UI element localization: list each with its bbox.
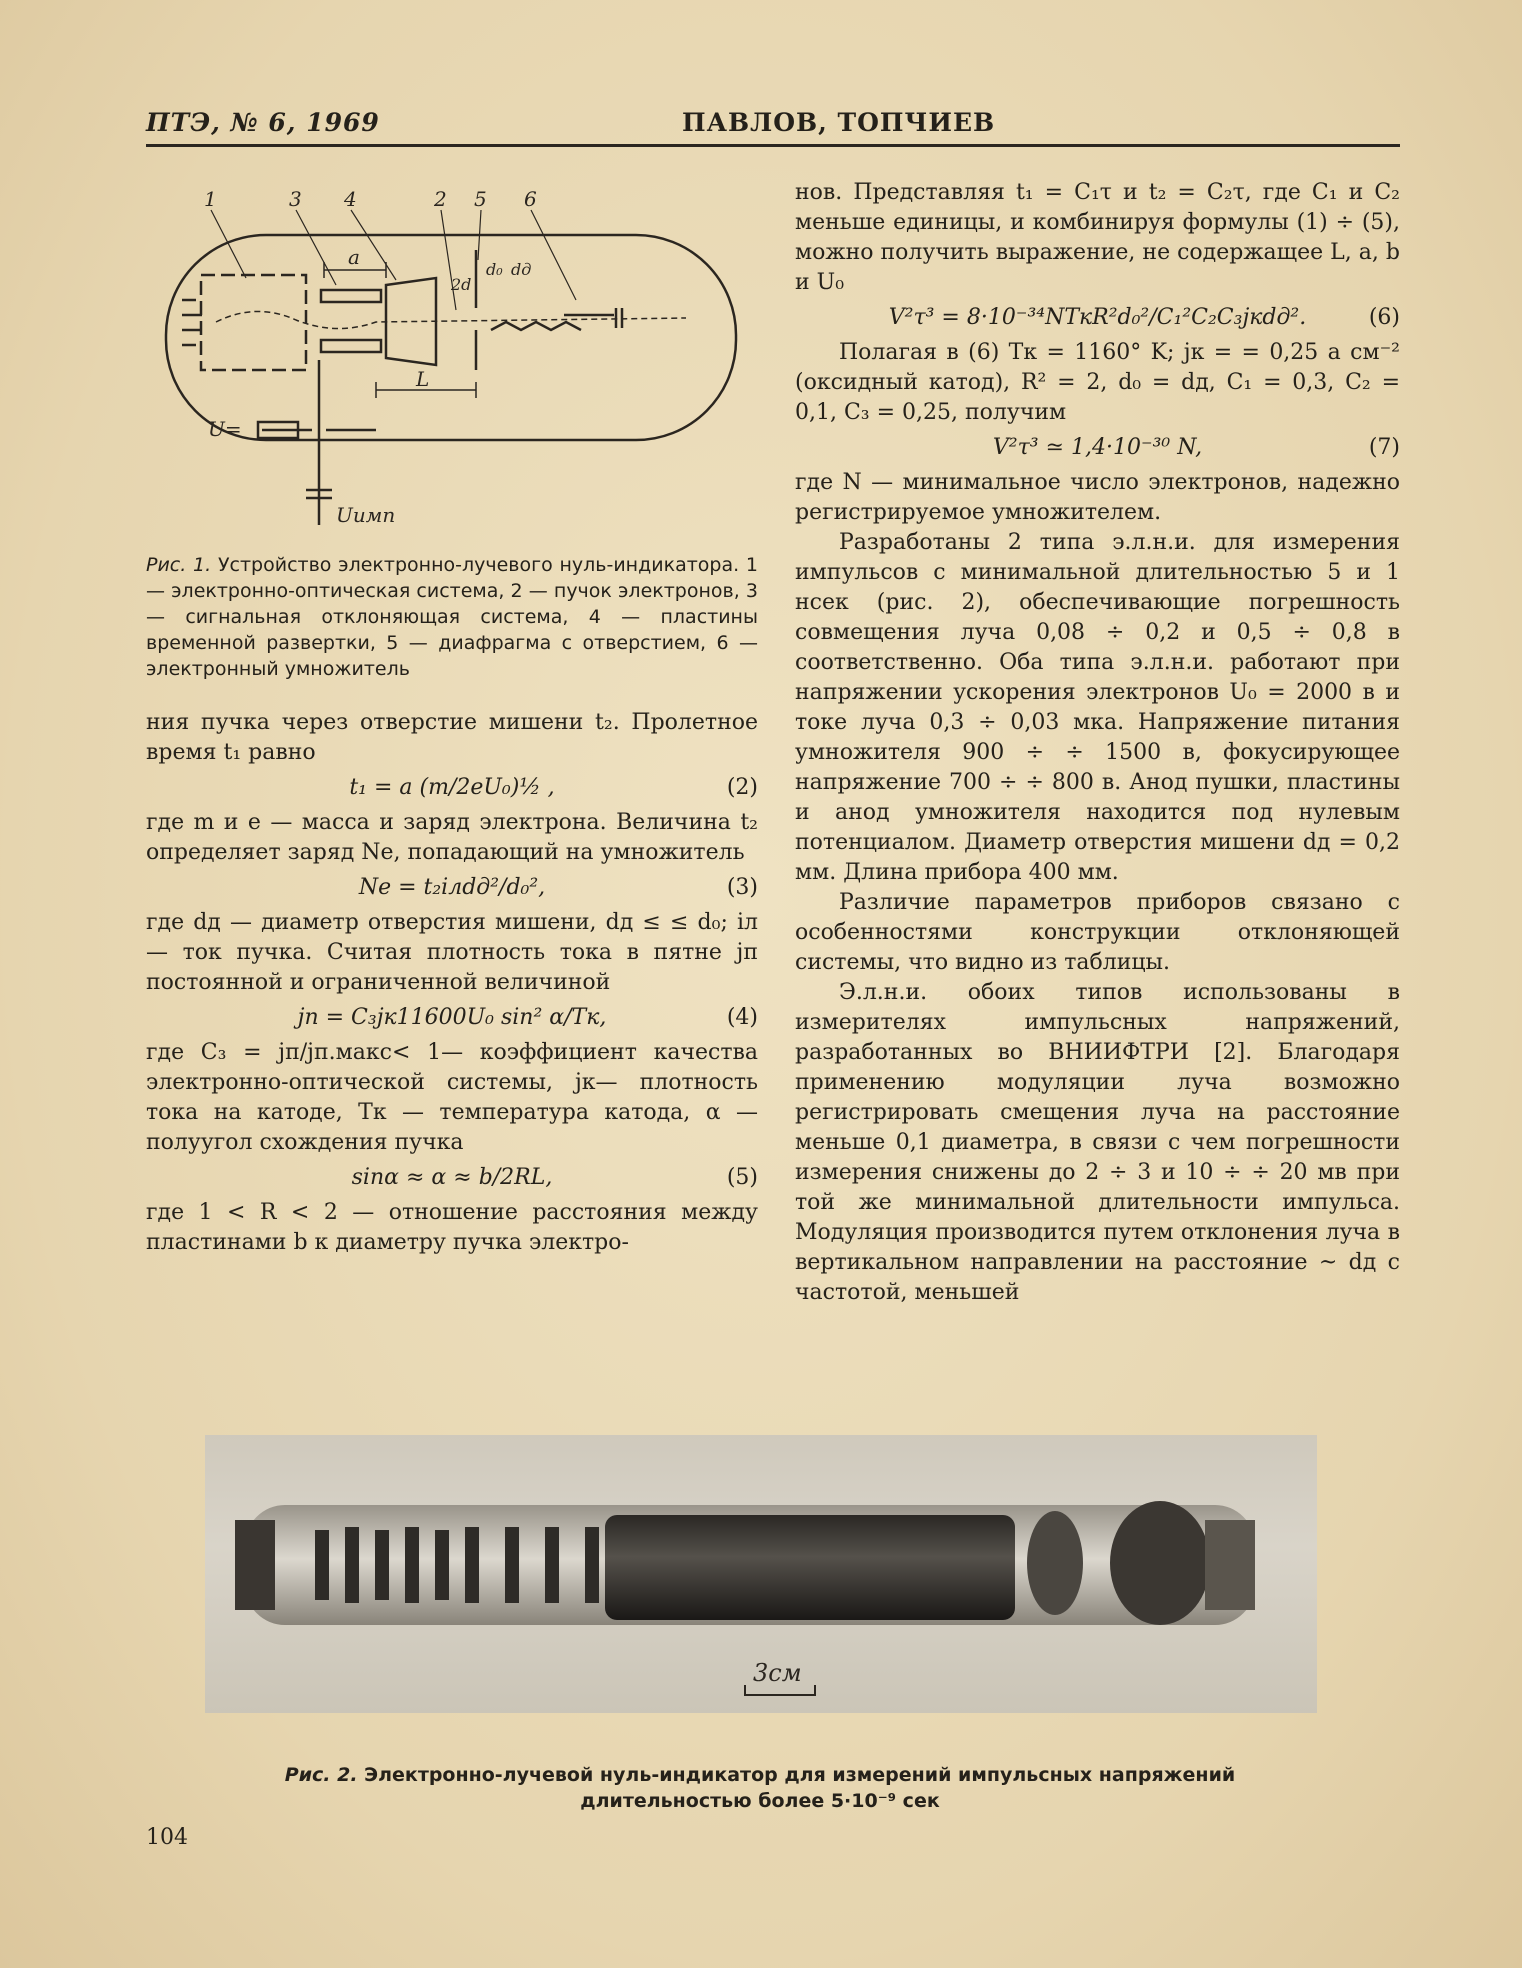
figure-2-caption-line1: Электронно-лучевой нуль-индикатор для измерений импульсных напряжений [357, 1764, 1236, 1786]
figure-1-caption-text: Устройство электронно-лучевого нуль-индикатора. 1 — электронно-оптическая система, 2 — пучок электронов, 3 — сигнальная отклоняющая система, 4 — пластины временной развертки, 5 — диафрагма с отверстием, 6 — электронный умножитель [146, 554, 758, 680]
formula-7 [795, 428, 1400, 468]
formula-6-expr: V²τ³ = 8·10⁻³⁴NTкR²d₀²/C₁²C₂C₃jкdд². [888, 305, 1307, 330]
authors: ПАВЛОВ, ТОПЧИЕВ [682, 108, 996, 137]
fig1-label-2: 2 [434, 190, 447, 211]
right-column [795, 178, 1400, 1308]
fig1-label-4: 4 [344, 190, 357, 211]
label-u-dc: U= [208, 417, 242, 441]
figure-2-caption [200, 1762, 1320, 1814]
figure-1-label: Рис. 1. [146, 554, 212, 576]
formula-6 [795, 298, 1400, 338]
journal-reference: ПТЭ, № 6, 1969 [146, 108, 380, 137]
formula-6-number: (6) [1368, 305, 1400, 330]
scale-label: 3см [753, 1659, 802, 1687]
dim-2d: 2d [451, 275, 472, 294]
right-paragraph-3: где N — минимальное число электронов, надежно регистрируемое умножителем. [795, 470, 1400, 525]
formula-3-expr: Ne = t₂iлdд²/d₀², [358, 875, 546, 900]
right-paragraph-1: нов. Представляя t₁ = C₁τ и t₂ = C₂τ, где C₁ и C₂ меньше единицы, и комбинируя формулы (1) ÷ (5), можно получить выражение, не содержащее L, a, b и U₀ [795, 180, 1400, 295]
signal-deflection-plates [321, 290, 381, 302]
formula-7-expr: V²τ³ ≃ 1,4·10⁻³⁰ N, [992, 435, 1203, 460]
figure-2-caption-line2: длительностью более 5·10⁻⁹ сек [580, 1790, 940, 1812]
figure-2-photo [205, 1435, 1317, 1713]
figure-1-caption [146, 552, 758, 682]
left-paragraph-1: ния пучка через отверстие мишени t₂. Пролетное время t₁ равно [146, 710, 758, 765]
right-paragraph-4: Разработаны 2 типа э.л.н.и. для измерения импульсов с минимальной длительностью 5 и 1 нсек (рис. 2), обеспечивающие погрешность совмещения луча 0,08 ÷ 0,2 и 0,5 ÷ 0,8 в соответственно. Оба типа э.л.н.и. работают при напряжении ускорения электронов U₀ = 2000 в и токе луча 0,3 ÷ 0,03 мка. Напряжение питания умножителя 900 ÷ ÷ 1500 в, фокусирующее напряжение 700 ÷ ÷ 800 в. Анод пушки, пластины и анод умножителя находится под нулевым потенциалом. Диаметр отверстия мишени dд = 0,2 мм. Длина прибора 400 мм. [795, 530, 1400, 885]
formula-3 [146, 868, 758, 908]
formula-5-expr: sinα ≈ α ≈ b/2RL, [351, 1165, 553, 1190]
left-paragraph-3: где dд — диаметр отверстия мишени, dд ≤ ≤ d₀; iл — ток пучка. Считая плотность тока в пятне jп постоянной и ограниченной величиной [146, 910, 758, 995]
dim-L: L [416, 367, 430, 391]
right-paragraph-5: Различие параметров приборов связано с особенностями конструкции отклоняющей системы, что видно из таблицы. [795, 890, 1400, 975]
page-number: 104 [146, 1825, 188, 1850]
tube-envelope [166, 235, 736, 440]
left-paragraph-4: где C₃ = jп/jп.макс< 1— коэффициент качества электронно-оптической системы, jк— плотность тока на катоде, Tк — температура катода, α — полуугол схождения пучка [146, 1040, 758, 1155]
dim-a: a [348, 245, 360, 269]
formula-2 [146, 768, 758, 808]
formula-7-number: (7) [1368, 435, 1400, 460]
formula-4-number: (4) [726, 1005, 758, 1030]
fig1-label-5: 5 [474, 190, 487, 211]
formula-4 [146, 998, 758, 1038]
electron-gun [201, 275, 306, 370]
formula-5 [146, 1158, 758, 1198]
fig1-label-6: 6 [524, 190, 537, 211]
formula-3-number: (3) [726, 875, 758, 900]
dim-dd: dд [511, 260, 532, 279]
left-paragraph-2: где m и e — масса и заряд электрона. Величина t₂ определяет заряд Ne, попадающий на умножитель [146, 810, 758, 865]
fig1-label-1: 1 [204, 190, 217, 211]
left-column [146, 708, 758, 1258]
figure-1-schematic [146, 190, 766, 550]
device-photo-drawing [205, 1435, 1317, 1713]
formula-2-number: (2) [726, 775, 758, 800]
formula-2-expr: t₁ = a (m/2eU₀)½ , [349, 775, 555, 800]
formula-5-number: (5) [726, 1165, 758, 1190]
dim-d0: d₀ [486, 260, 503, 279]
fig1-label-3: 3 [289, 190, 302, 211]
label-u-imp: Uимп [336, 503, 396, 527]
running-header [146, 104, 1400, 147]
left-paragraph-5: где 1 < R < 2 — отношение расстояния между пластинами b к диаметру пучка электро- [146, 1200, 758, 1255]
right-paragraph-6: Э.л.н.и. обоих типов использованы в измерителях импульсных напряжений, разработанных во ВНИИФТРИ [2]. Благодаря применению модуляции луча возможно регистрировать смещения луча на расстояние меньше 0,1 диаметра, в связи с чем погрешности измерения снижены до 2 ÷ 3 и 10 ÷ ÷ 20 мв при той же минимальной длительности импульса. Модуляция производится путем отклонения луча в вертикальном направлении на расстояние ~ dд с частотой, меньшей [795, 980, 1400, 1305]
figure-2-label: Рис. 2. [284, 1764, 358, 1786]
right-paragraph-2: Полагая в (6) Tк = 1160° K; jк = = 0,25 а см⁻² (оксидный катод), R² = 2, d₀ = dд, C₁ = 0,3, C₂ = 0,1, C₃ = 0,25, получим [795, 340, 1400, 425]
formula-4-expr: jп = C₃jк11600U₀ sin² α/Tк, [297, 1005, 607, 1030]
